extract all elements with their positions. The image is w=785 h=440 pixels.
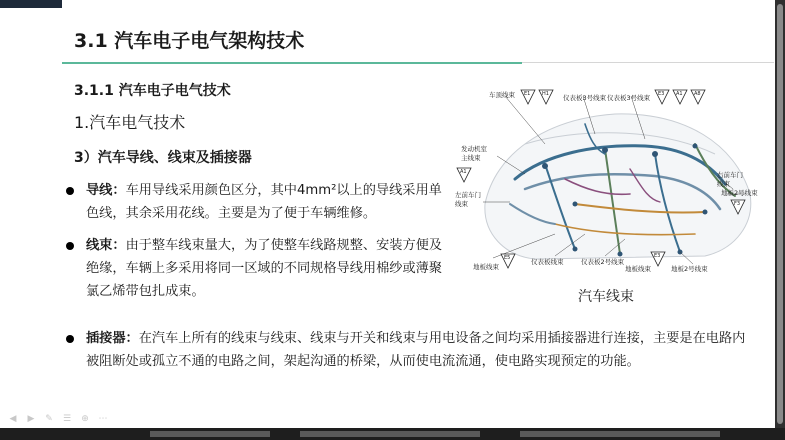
slideshow-nav <box>6 413 110 425</box>
bullet-term: 导线： <box>86 183 126 198</box>
zoom-icon[interactable]: ⊕ <box>81 414 89 424</box>
title-accent-divider <box>62 62 522 64</box>
scrollbar-thumb[interactable] <box>777 4 783 424</box>
marker-a1-left: A1 <box>460 169 467 175</box>
label-floor-harness: 地板线束 <box>473 263 499 271</box>
marker-e5: E5 <box>504 255 511 261</box>
marker-h1: H1 <box>542 91 549 97</box>
section-heading: 3.1.1 汽车电子电气技术 <box>74 83 231 99</box>
bullet-text: 车用导线采用颜色区分，其中4mm²以上的导线采用单色线，其余采用花线。主要是为了便于车辆维修。 <box>86 183 442 221</box>
label-engine-harness: 发动机室 主线束 <box>461 145 487 162</box>
marker-a8: A8 <box>694 91 701 97</box>
figure-caption: 汽车线束 <box>578 289 634 305</box>
label-panel3-harness-a: 仪表板3号线束 <box>563 94 607 102</box>
vertical-scrollbar[interactable] <box>775 0 785 428</box>
marker-f3: F3 <box>734 201 741 207</box>
bullet-connector <box>66 327 746 373</box>
top-accent-bar <box>0 0 62 8</box>
label-panel-harness: 仪表板线束 <box>531 258 564 266</box>
next-icon[interactable]: ▶ <box>27 414 35 424</box>
taskbar-segment <box>520 431 720 437</box>
bullet-text: 在汽车上所有的线束与线束、线束与开关和线束与用电设备之间均采用插接器进行连接，主要是在电路内被阻断处或孤立不通的电路之间，架起沟通的桥梁，从而使电流流通，使电路实现预定的功能。 <box>86 331 746 369</box>
taskbar-segment <box>150 431 270 437</box>
marker-a1: A1 <box>676 91 683 97</box>
label-floor-harness-mid: 地板线束 <box>625 265 651 273</box>
label-floor2-harness-right: 地板2号线束 <box>721 189 758 197</box>
more-icon[interactable]: ⋯ <box>98 414 108 424</box>
label-panel2-harness: 仪表板2号线束 <box>581 258 625 266</box>
taskbar <box>0 428 785 440</box>
topic-heading: 3）汽车导线、线束及插接器 <box>74 150 252 166</box>
bullet-term: 插接器： <box>86 331 139 346</box>
menu-icon[interactable]: ☰ <box>62 414 72 424</box>
bullet-text: 由于整车线束量大，为了使整车线路规整、安装方便及绝缘，车辆上多采用将同一区域的不同规格导线用棉纱或薄聚氯乙烯带包扎成束。 <box>86 238 443 299</box>
label-roof-harness: 车顶线束 <box>489 91 515 99</box>
prev-icon[interactable]: ◀ <box>9 414 17 424</box>
label-floor2-harness-bottom: 地板2号线束 <box>671 265 708 273</box>
marker-e1: E1 <box>524 91 531 97</box>
bullet-dot <box>66 187 74 195</box>
marker-e3: E3 <box>658 91 665 97</box>
slide-title: 3.1 汽车电子电气架构技术 <box>74 30 305 52</box>
label-right-door-harness: 右前车门 线束 <box>717 171 743 188</box>
bullet-wire <box>66 179 446 225</box>
subsection-heading: 1.汽车电气技术 <box>74 113 186 132</box>
label-left-door-harness: 左前车门 线束 <box>455 191 481 208</box>
marker-e3-bottom: E3 <box>654 253 661 259</box>
wiring-harness-figure <box>455 84 765 276</box>
bullet-harness <box>66 234 446 303</box>
pen-icon[interactable]: ✎ <box>45 414 53 424</box>
bullet-dot <box>66 242 74 250</box>
bullet-dot <box>66 335 74 343</box>
taskbar-segment <box>300 431 480 437</box>
bullet-term: 线束： <box>86 238 126 253</box>
label-panel3-harness-b: 仪表板3号线束 <box>607 94 651 102</box>
